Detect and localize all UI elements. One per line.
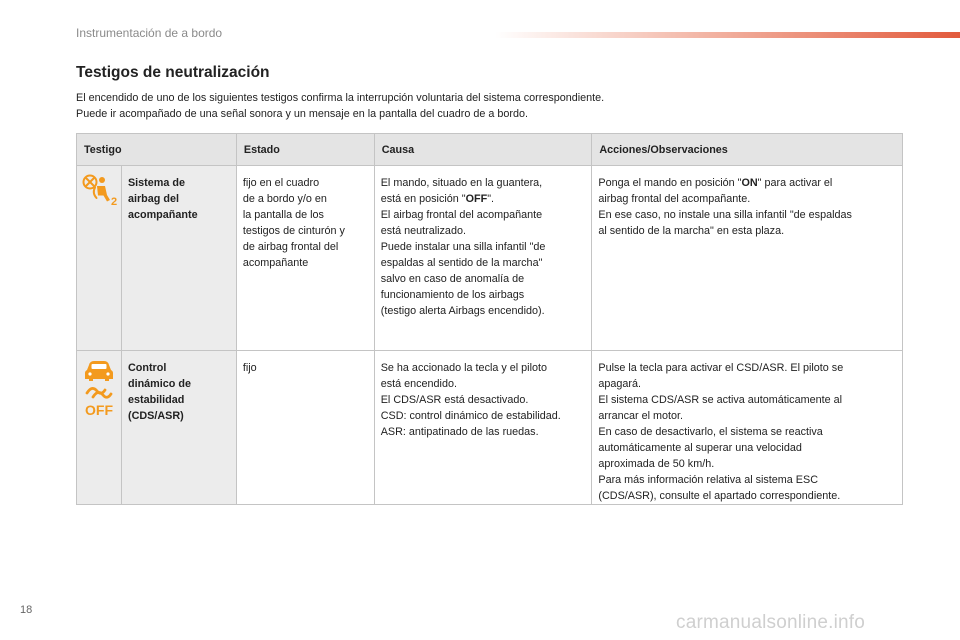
esc-off-label: OFF <box>84 402 113 417</box>
header-accent-bar <box>495 32 960 38</box>
row-acciones-airbag <box>592 166 903 351</box>
estado-line: de airbag frontal del <box>242 241 339 253</box>
acciones-text: Ponga el mando en posición " <box>598 177 742 189</box>
acciones-text: " para activar el <box>757 177 833 189</box>
acciones-line: airbag frontal del acompañante. <box>598 193 751 205</box>
estado-line: testigos de cinturón y <box>242 225 345 237</box>
acciones-line: Pulse la tecla para activar el CSD/ASR. El piloto se <box>598 362 844 374</box>
acciones-line: arrancar el motor. <box>598 410 683 422</box>
causa-line: salvo en caso de anomalía de <box>380 273 525 285</box>
causa-line: Puede instalar una silla infantil "de <box>380 241 546 253</box>
on-keyword: ON <box>741 177 758 189</box>
causa-line: Se ha accionado la tecla y el piloto <box>380 362 547 374</box>
causa-line: está neutralizado. <box>380 225 466 237</box>
icon-cell <box>77 166 122 351</box>
acciones-line: apagará. <box>598 378 641 390</box>
name-line: acompañante <box>127 209 198 221</box>
row-name-airbag <box>121 166 236 351</box>
acciones-line: al sentido de la marcha" en esta plaza. <box>598 225 785 237</box>
section-title: Testigos de neutralización <box>76 64 270 81</box>
causa-line: El CDS/ASR está desactivado. <box>380 394 529 406</box>
acciones-line: aproximada de 50 km/h. <box>598 458 715 470</box>
icon-cell <box>77 351 122 505</box>
name-line: estabilidad <box>127 394 185 406</box>
causa-text: ". <box>487 193 495 205</box>
estado-line: de a bordo y/o en <box>242 193 327 205</box>
header-testigo: Testigo <box>77 134 237 166</box>
row-estado-esc <box>236 351 374 505</box>
estado-line: fijo <box>242 362 257 374</box>
causa-line <box>381 191 586 207</box>
intro-line-2: Puede ir acompañado de una señal sonora y un mensaje en la pantalla del cuadro de a bordo. <box>76 108 528 120</box>
airbag-off-icon <box>77 174 121 206</box>
intro-line-1: El encendido de uno de los siguientes testigos confirma la interrupción voluntaria del sistema correspondiente. <box>76 92 605 104</box>
intro-text <box>76 90 604 122</box>
name-line: Control <box>127 362 167 374</box>
acciones-line: En ese caso, no instale una silla infantil "de espaldas <box>598 209 852 221</box>
row-acciones-esc <box>592 351 903 505</box>
name-line: Sistema de <box>127 177 185 189</box>
acciones-line: Para más información relativa al sistema ESC <box>598 474 818 486</box>
svg-text:2: 2 <box>110 196 117 206</box>
causa-line: está encendido. <box>380 378 457 390</box>
estado-line: fijo en el cuadro <box>242 177 320 189</box>
causa-line: CSD: control dinámico de estabilidad. <box>380 410 561 422</box>
row-estado-airbag <box>236 166 374 351</box>
table-row <box>77 351 903 505</box>
off-keyword: OFF <box>465 193 488 205</box>
header-estado: Estado <box>236 134 374 166</box>
row-name-esc <box>121 351 236 505</box>
name-line: dinámico de <box>127 378 191 390</box>
page-number: 18 <box>20 604 33 616</box>
estado-line: la pantalla de los <box>242 209 324 221</box>
table-row <box>77 166 903 351</box>
estado-line: acompañante <box>242 257 309 269</box>
acciones-line: automáticamente al superar una velocidad <box>598 442 802 454</box>
acciones-line: El sistema CDS/ASR se activa automáticamente al <box>598 394 843 406</box>
row-causa-esc <box>374 351 592 505</box>
causa-line: El mando, situado en la guantera, <box>380 177 543 189</box>
warning-lights-table <box>76 133 903 505</box>
causa-line: espaldas al sentido de la marcha" <box>380 257 543 269</box>
header-causa: Causa <box>374 134 592 166</box>
acciones-line: En caso de desactivarlo, el sistema se reactiva <box>598 426 823 438</box>
causa-line: (testigo alerta Airbags encendido). <box>380 305 545 317</box>
row-causa-airbag <box>374 166 592 351</box>
causa-line: funcionamiento de los airbags <box>380 289 525 301</box>
acciones-line: (CDS/ASR), consulte el apartado correspondiente. <box>598 490 841 502</box>
acciones-line <box>598 175 896 191</box>
watermark: carmanualsonline.info <box>676 612 866 633</box>
esc-off-icon <box>77 359 121 417</box>
table-header-row <box>77 134 903 166</box>
causa-text: está en posición " <box>380 193 466 205</box>
header-acciones: Acciones/Observaciones <box>592 134 903 166</box>
header-title: Instrumentación de a bordo <box>76 26 223 40</box>
causa-line: El airbag frontal del acompañante <box>380 209 543 221</box>
causa-line: ASR: antipatinado de las ruedas. <box>380 426 539 438</box>
name-line: (CDS/ASR) <box>127 410 184 422</box>
name-line: airbag del <box>127 193 179 205</box>
